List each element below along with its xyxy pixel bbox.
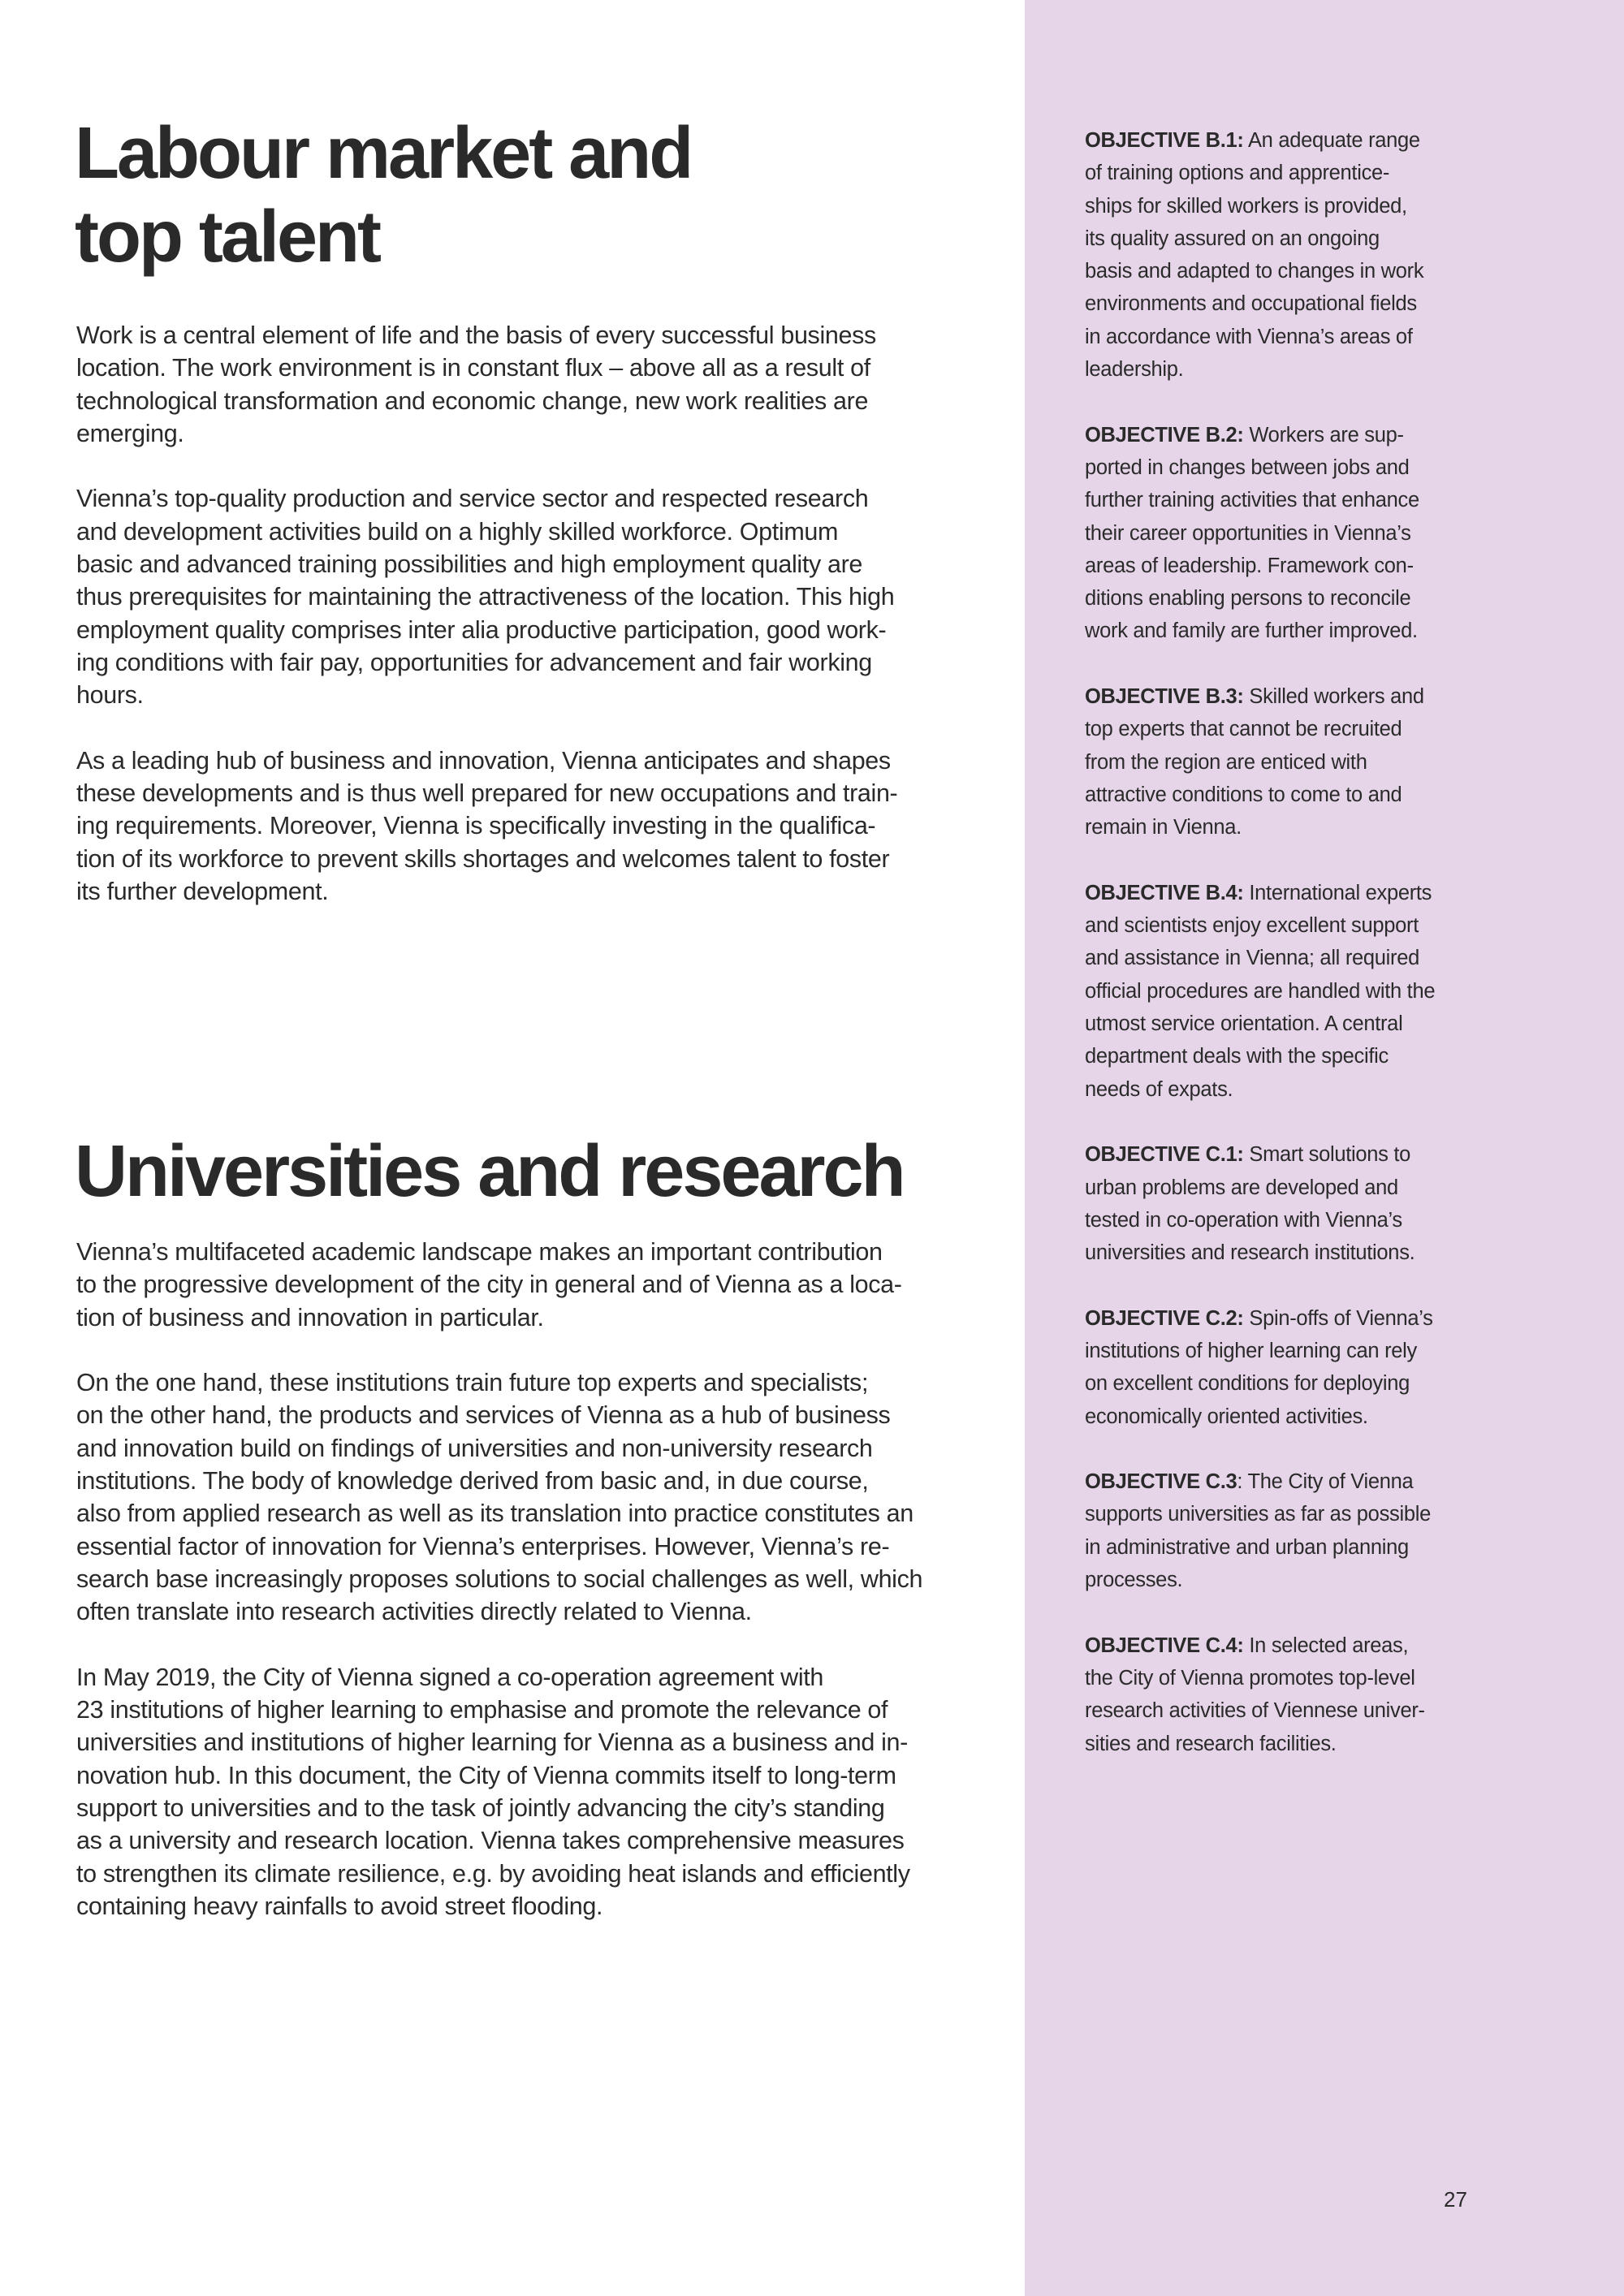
objective-text: basis and adapted to changes in work bbox=[1085, 260, 1424, 283]
objective-label: OBJECTIVE C.1: bbox=[1085, 1143, 1244, 1167]
objective-text: tested in co-operation with Vienna’s bbox=[1085, 1208, 1402, 1232]
objective-line bbox=[1085, 419, 1588, 451]
objective-text: and assistance in Vienna; all required bbox=[1085, 947, 1419, 970]
text-line: its further development. bbox=[76, 878, 329, 906]
objective-line bbox=[1085, 287, 1588, 320]
objective-line bbox=[1085, 484, 1588, 516]
text-line: ing conditions with fair pay, opportunities for advancement and fair working bbox=[76, 648, 872, 676]
objective-text: ditions enabling persons to reconcile bbox=[1085, 587, 1411, 611]
objective-text: In selected areas, bbox=[1243, 1634, 1409, 1657]
text-line: employment quality comprises inter alia productive participation, good work- bbox=[76, 615, 887, 644]
text-line: tion of its workforce to prevent skills shortages and welcomes talent to foster bbox=[76, 844, 890, 873]
text-line: emerging. bbox=[76, 419, 184, 447]
objective-line bbox=[1085, 451, 1588, 484]
text-line: tion of business and innovation in particular. bbox=[76, 1303, 544, 1331]
objective-line bbox=[1085, 1138, 1588, 1171]
objective-text: from the region are enticed with bbox=[1085, 750, 1367, 774]
text-line: these developments and is thus well prepared for new occupations and train- bbox=[76, 779, 898, 808]
objective-line bbox=[1085, 1367, 1588, 1400]
objective-text: processes. bbox=[1085, 1569, 1183, 1592]
text-line: to the progressive development of the city in general and of Vienna as a loca- bbox=[76, 1271, 902, 1299]
title-line: Universities and research bbox=[75, 1131, 904, 1212]
objective-line bbox=[1085, 1302, 1588, 1335]
labour-market-body bbox=[76, 319, 1002, 941]
objective-line bbox=[1085, 353, 1588, 386]
objective-line bbox=[1085, 582, 1588, 615]
objective-text: ported in changes between jobs and bbox=[1085, 455, 1410, 479]
objective-text: utmost service orientation. A central bbox=[1085, 1012, 1403, 1036]
objective-text: ships for skilled workers is provided, bbox=[1085, 194, 1407, 218]
objective-line bbox=[1085, 713, 1588, 745]
objective-text: sities and research facilities. bbox=[1085, 1732, 1337, 1755]
objective-line bbox=[1085, 255, 1588, 287]
objective-item bbox=[1085, 877, 1588, 1106]
objective-line bbox=[1085, 1172, 1588, 1204]
text-line: and development activities build on a highly skilled workforce. Optimum bbox=[76, 517, 839, 546]
text-line: technological transformation and economic change, new work realities are bbox=[76, 386, 869, 415]
objective-text: official procedures are handled with the bbox=[1085, 979, 1436, 1003]
text-line: As a leading hub of business and innovation, Vienna anticipates and shapes bbox=[76, 746, 891, 775]
objective-line bbox=[1085, 321, 1588, 353]
text-line: often translate into research activities directly related to Vienna. bbox=[76, 1598, 752, 1626]
objective-text: further training activities that enhance bbox=[1085, 489, 1419, 512]
body-paragraph bbox=[76, 1366, 1002, 1628]
objective-line bbox=[1085, 157, 1588, 189]
objective-line bbox=[1085, 517, 1588, 550]
text-line: In May 2019, the City of Vienna signed a co-operation agreement with bbox=[76, 1663, 824, 1691]
objective-text: leadership. bbox=[1085, 358, 1184, 382]
objective-line bbox=[1085, 1204, 1588, 1236]
text-line: Vienna’s top-quality production and service sector and respected research bbox=[76, 485, 869, 513]
body-paragraph bbox=[76, 744, 1002, 908]
text-line: on the other hand, the products and services of Vienna as a hub of business bbox=[76, 1401, 891, 1430]
text-line: to strengthen its climate resilience, e.g. by avoiding heat islands and efficiently bbox=[76, 1859, 910, 1888]
objective-line bbox=[1085, 1335, 1588, 1367]
objective-text: : The City of Vienna bbox=[1237, 1470, 1414, 1494]
objective-item bbox=[1085, 1465, 1588, 1596]
objective-label: OBJECTIVE B.3: bbox=[1085, 685, 1244, 709]
objective-text: the City of Vienna promotes top-level bbox=[1085, 1666, 1415, 1690]
text-line: Work is a central element of life and the basis of every successful business bbox=[76, 322, 876, 349]
text-line: On the one hand, these institutions train future top experts and specialists; bbox=[76, 1369, 869, 1397]
objective-text: Workers are sup- bbox=[1243, 423, 1404, 447]
page-number: 27 bbox=[1444, 2187, 1467, 2212]
objective-item bbox=[1085, 680, 1588, 844]
objective-line bbox=[1085, 1564, 1588, 1596]
text-line: hours. bbox=[76, 681, 144, 710]
objective-text: urban problems are developed and bbox=[1085, 1176, 1398, 1199]
objective-line bbox=[1085, 1662, 1588, 1694]
text-line: universities and institutions of higher learning for Vienna as a business and in- bbox=[76, 1728, 908, 1757]
objective-line bbox=[1085, 1498, 1588, 1530]
objective-line bbox=[1085, 1008, 1588, 1040]
objective-line bbox=[1085, 1728, 1588, 1760]
objective-text: research activities of Viennese univer- bbox=[1085, 1699, 1425, 1723]
text-line: institutions. The body of knowledge derived from basic and, in due course, bbox=[76, 1467, 869, 1495]
objective-line bbox=[1085, 746, 1588, 779]
objective-item bbox=[1085, 419, 1588, 648]
objective-label: OBJECTIVE B.1: bbox=[1085, 129, 1244, 152]
objectives-list bbox=[1085, 124, 1588, 1793]
objective-line bbox=[1085, 1531, 1588, 1564]
objective-line bbox=[1085, 222, 1588, 255]
text-line: thus prerequisites for maintaining the attractiveness of the location. This high bbox=[76, 583, 895, 611]
objective-text: economically oriented activities. bbox=[1085, 1405, 1368, 1428]
objective-line bbox=[1085, 779, 1588, 811]
objective-line bbox=[1085, 975, 1588, 1008]
text-line: support to universities and to the task of jointly advancing the city’s standing bbox=[76, 1794, 885, 1823]
objective-label: OBJECTIVE B.4: bbox=[1085, 881, 1244, 904]
objective-text: Skilled workers and bbox=[1243, 685, 1424, 709]
text-line: basic and advanced training possibilities and high employment quality are bbox=[76, 550, 862, 579]
objective-text: in administrative and urban planning bbox=[1085, 1535, 1409, 1559]
objective-line bbox=[1085, 1236, 1588, 1269]
objective-text: department deals with the specific bbox=[1085, 1045, 1389, 1068]
objective-label: OBJECTIVE B.2: bbox=[1085, 423, 1244, 447]
title-line: Labour market and bbox=[75, 113, 692, 194]
text-line: and innovation build on findings of universities and non-university research bbox=[76, 1434, 873, 1462]
objective-line bbox=[1085, 550, 1588, 582]
text-line: location. The work environment is in constant flux – above all as a result of bbox=[76, 354, 870, 382]
objective-text: remain in Vienna. bbox=[1085, 816, 1242, 839]
objective-text: supports universities as far as possible bbox=[1085, 1503, 1431, 1526]
objective-line bbox=[1085, 1400, 1588, 1433]
section-title-universities bbox=[75, 1130, 904, 1214]
text-line: as a university and research location. Vienna takes comprehensive measures bbox=[76, 1827, 905, 1855]
objective-item bbox=[1085, 124, 1588, 386]
objective-text: on excellent conditions for deploying bbox=[1085, 1372, 1410, 1396]
objective-text: needs of expats. bbox=[1085, 1077, 1233, 1101]
objective-line bbox=[1085, 190, 1588, 222]
body-paragraph bbox=[76, 1236, 1002, 1334]
objective-text: attractive conditions to come to and bbox=[1085, 783, 1402, 806]
objective-line bbox=[1085, 942, 1588, 974]
body-paragraph bbox=[76, 319, 1002, 450]
body-paragraph bbox=[76, 1661, 1002, 1923]
objective-text: work and family are further improved. bbox=[1085, 619, 1418, 643]
text-line: Vienna’s multifaceted academic landscape makes an important contribution bbox=[76, 1238, 883, 1266]
objective-text: of training options and apprentice- bbox=[1085, 162, 1390, 185]
objective-line bbox=[1085, 1694, 1588, 1727]
objective-item bbox=[1085, 1629, 1588, 1760]
objective-line bbox=[1085, 811, 1588, 844]
text-line: search base increasingly proposes solutions to social challenges as well, which bbox=[76, 1564, 923, 1593]
objective-text: environments and occupational fields bbox=[1085, 292, 1417, 316]
text-line: containing heavy rainfalls to avoid street flooding. bbox=[76, 1892, 603, 1920]
objective-item bbox=[1085, 1302, 1588, 1433]
section-title-labour-market bbox=[75, 112, 691, 279]
body-paragraph bbox=[76, 482, 1002, 711]
objective-line bbox=[1085, 615, 1588, 647]
objective-label: OBJECTIVE C.2: bbox=[1085, 1306, 1244, 1330]
objective-line bbox=[1085, 1629, 1588, 1662]
objective-text: International experts bbox=[1243, 881, 1432, 904]
objective-text: and scientists enjoy excellent support bbox=[1085, 914, 1419, 938]
text-line: also from applied research as well as its translation into practice constitutes an bbox=[76, 1500, 914, 1528]
objective-line bbox=[1085, 1465, 1588, 1498]
objective-item bbox=[1085, 1138, 1588, 1269]
title-line: top talent bbox=[75, 196, 379, 278]
text-line: 23 institutions of higher learning to emphasise and promote the relevance of bbox=[76, 1696, 888, 1724]
objective-text: its quality assured on an ongoing bbox=[1085, 227, 1380, 250]
objective-line bbox=[1085, 680, 1588, 713]
objective-text: in accordance with Vienna’s areas of bbox=[1085, 325, 1413, 348]
objective-text: institutions of higher learning can rely bbox=[1085, 1339, 1417, 1362]
text-line: ing requirements. Moreover, Vienna is specifically investing in the qualifica- bbox=[76, 812, 876, 840]
objective-line bbox=[1085, 1073, 1588, 1106]
objective-text: areas of leadership. Framework con- bbox=[1085, 554, 1414, 577]
objective-text: top experts that cannot be recruited bbox=[1085, 718, 1402, 741]
objective-line bbox=[1085, 909, 1588, 942]
objective-text: Spin-offs of Vienna’s bbox=[1243, 1306, 1433, 1330]
objective-line bbox=[1085, 1040, 1588, 1072]
objective-text: universities and research institutions. bbox=[1085, 1241, 1415, 1265]
objective-label: OBJECTIVE C.4: bbox=[1085, 1634, 1244, 1657]
text-line: novation hub. In this document, the City of Vienna commits itself to long-term bbox=[76, 1761, 896, 1789]
objective-line bbox=[1085, 877, 1588, 909]
text-line: essential factor of innovation for Vienna’s enterprises. However, Vienna’s re- bbox=[76, 1532, 890, 1560]
objective-line bbox=[1085, 124, 1588, 157]
objective-text: their career opportunities in Vienna’s bbox=[1085, 521, 1411, 545]
objective-label: OBJECTIVE C.3 bbox=[1085, 1470, 1237, 1494]
objective-text: Smart solutions to bbox=[1243, 1143, 1411, 1167]
universities-body bbox=[76, 1236, 1002, 1956]
objective-text: An adequate range bbox=[1243, 129, 1420, 152]
